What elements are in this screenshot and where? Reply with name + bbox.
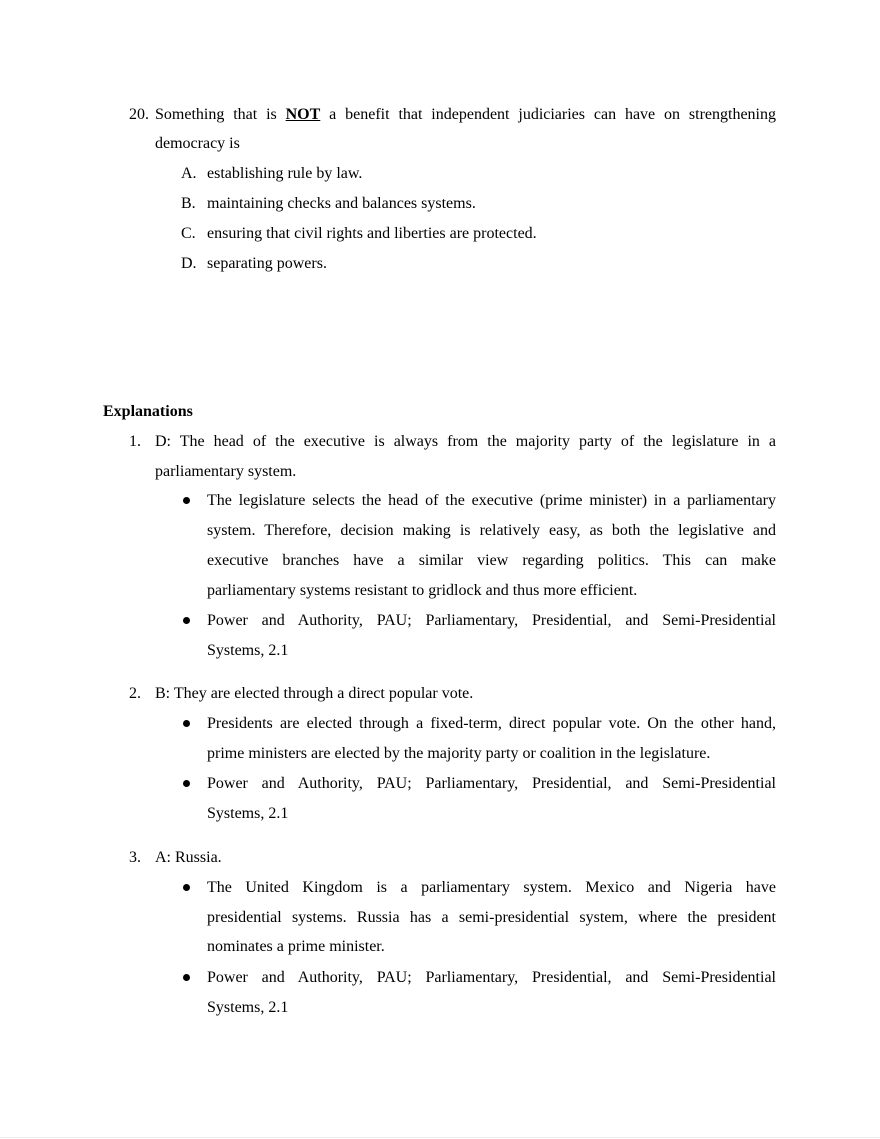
explanation-detail-line: Presidents are elected through a fixed-term, direct popular vote. On the other hand,	[207, 715, 776, 732]
explanation-detail-line: system. Therefore, decision making is relatively easy, as both the legislative and	[207, 522, 776, 539]
bullet-icon	[183, 780, 190, 787]
explanation-reference-line: Power and Authority, PAU; Parliamentary, Presidential, and Semi-Presidential	[207, 969, 776, 986]
explanation-reference-line: Power and Authority, PAU; Parliamentary, Presidential, and Semi-Presidential	[207, 612, 776, 629]
option-letter: B.	[181, 195, 196, 212]
bullet-icon	[183, 720, 190, 727]
explanation-answer-line: parliamentary system.	[155, 463, 297, 480]
explanation-number: 3.	[129, 849, 141, 866]
explanation-answer-line: A: Russia.	[155, 849, 222, 866]
explanation-detail-line: executive branches have a similar view regarding politics. This can make	[207, 552, 776, 569]
option-letter: C.	[181, 225, 196, 242]
question-number: 20.	[129, 106, 149, 123]
explanation-detail-line: prime ministers are elected by the majority party or coalition in the legislature.	[207, 745, 711, 762]
option-letter: D.	[181, 255, 197, 272]
bullet-icon	[183, 884, 190, 891]
explanation-detail-line: parliamentary systems resistant to gridlock and thus more efficient.	[207, 582, 638, 599]
option-letter: A.	[181, 165, 197, 182]
explanation-detail-line: The legislature selects the head of the executive (prime minister) in a parliamentary	[207, 492, 776, 509]
explanation-detail-line: nominates a prime minister.	[207, 938, 385, 955]
explanation-answer-line: B: They are elected through a direct popular vote.	[155, 685, 474, 702]
option-text: establishing rule by law.	[207, 165, 363, 182]
explanation-detail-line: presidential systems. Russia has a semi-presidential system, where the president	[207, 909, 776, 926]
option-text: ensuring that civil rights and liberties are protected.	[207, 225, 537, 242]
question-stem-line-2: democracy is	[155, 135, 240, 152]
emphasis-not: NOT	[285, 106, 321, 123]
bullet-icon	[183, 497, 190, 504]
explanation-number: 1.	[129, 433, 141, 450]
explanation-detail-line: The United Kingdom is a parliamentary system. Mexico and Nigeria have	[207, 879, 776, 896]
question-stem-line-1: Something that is NOT a benefit that independent judiciaries can have on strengthening	[155, 106, 777, 123]
bullet-icon	[183, 617, 190, 624]
explanation-reference-line: Systems, 2.1	[207, 805, 289, 822]
option-text: separating powers.	[207, 255, 327, 272]
explanation-reference-line: Systems, 2.1	[207, 642, 289, 659]
explanation-reference-line: Power and Authority, PAU; Parliamentary, Presidential, and Semi-Presidential	[207, 775, 776, 792]
explanations-heading: Explanations	[103, 403, 193, 420]
explanation-reference-line: Systems, 2.1	[207, 999, 289, 1016]
explanation-number: 2.	[129, 685, 141, 702]
option-text: maintaining checks and balances systems.	[207, 195, 476, 212]
bullet-icon	[183, 974, 190, 981]
explanation-answer-line: D: The head of the executive is always from the majority party of the legislature in a	[155, 433, 776, 450]
